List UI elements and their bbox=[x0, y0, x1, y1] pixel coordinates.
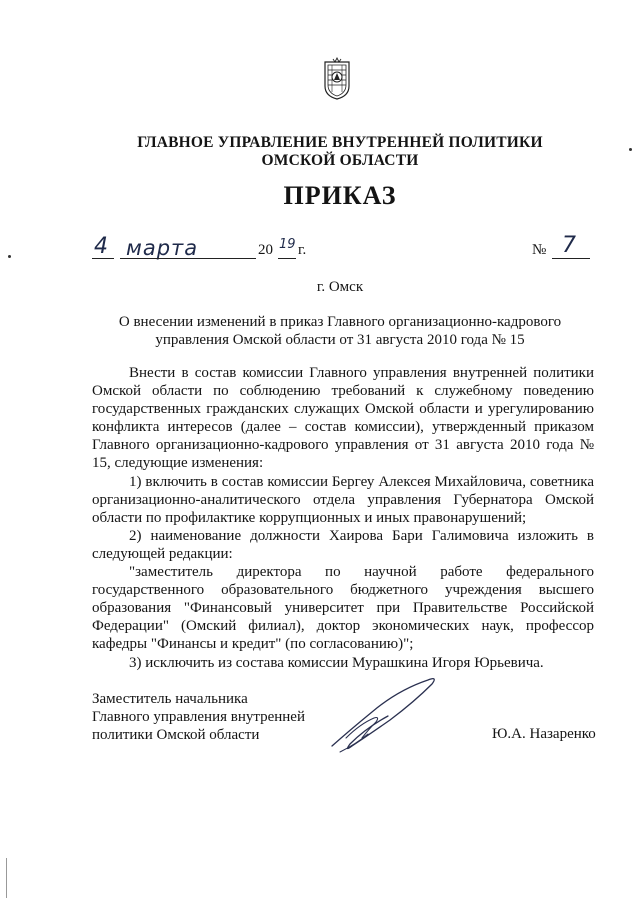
number-prefix: № bbox=[532, 242, 547, 258]
number-underline bbox=[552, 258, 590, 259]
year-prefix: 20 bbox=[258, 242, 273, 258]
scan-speck bbox=[629, 148, 632, 151]
coat-of-arms-icon bbox=[322, 56, 352, 100]
body-text bbox=[92, 364, 594, 672]
handwritten-year: 19 bbox=[279, 237, 296, 252]
month-underline bbox=[120, 258, 256, 259]
position-line: Главного управления внутренней bbox=[92, 709, 305, 725]
date-number-row bbox=[92, 233, 592, 266]
position-line: политики Омской области bbox=[92, 727, 260, 743]
handwritten-number: 7 bbox=[562, 233, 576, 258]
body-paragraph: Внести в состав комиссии Главного управления внутренней политики Омской области по соблюдению требований к служебному поведению государственных гражданских служащих Омской области и урегулированию конфликта интересов (далее – состав комиссии), утвержденный приказом Главного организационно-кадрового управления от 31 августа 2010 года № 15, следующие изменения: bbox=[92, 365, 594, 472]
org-name-line1: ГЛАВНОЕ УПРАВЛЕНИЕ ВНУТРЕННЕЙ ПОЛИТИКИ bbox=[137, 134, 543, 151]
position-line: Заместитель начальника bbox=[92, 691, 248, 707]
document-type: ПРИКАЗ bbox=[283, 181, 397, 210]
org-name-line2: ОМСКОЙ ОБЛАСТИ bbox=[261, 152, 419, 169]
handwritten-month: марта bbox=[126, 236, 199, 260]
body-paragraph: 2) наименование должности Хаирова Бари Галимовича изложить в следующей редакции: bbox=[92, 527, 594, 562]
body-paragraph: 1) включить в состав комиссии Бергеу Алексея Михайловича, советника организационно-аналитического отдела управления Губернатора Омской области по профилактике коррупционных и иных правонарушений; bbox=[92, 473, 594, 526]
year-underline bbox=[278, 258, 296, 259]
city: г. Омск bbox=[316, 279, 364, 295]
signatory-position bbox=[92, 690, 305, 744]
handwritten-signature-icon bbox=[310, 668, 460, 758]
handwritten-day: 4 bbox=[94, 234, 108, 259]
scan-speck bbox=[8, 255, 11, 258]
day-underline bbox=[92, 258, 114, 259]
scan-margin-mark bbox=[6, 858, 7, 898]
body-paragraph: "заместитель директора по научной работе федерального государственного образовательного бюджетного учреждения высшего образования "Финансовый университет при Правительстве Российской Федерации" (Омский филиал), доктор экономических наук, профессор кафедры "Финансы и кредит" (по согласованию)"; bbox=[92, 564, 594, 653]
signatory-name: Ю.А. Назаренко bbox=[492, 726, 596, 742]
body-paragraph: 3) исключить из состава комиссии Мурашкина Игоря Юрьевича. bbox=[129, 654, 544, 671]
year-suffix: г. bbox=[298, 242, 307, 258]
subject: О внесении изменений в приказ Главного организационно-кадрового управления Омской области от 31 августа 2010 года № 15 bbox=[118, 314, 562, 348]
